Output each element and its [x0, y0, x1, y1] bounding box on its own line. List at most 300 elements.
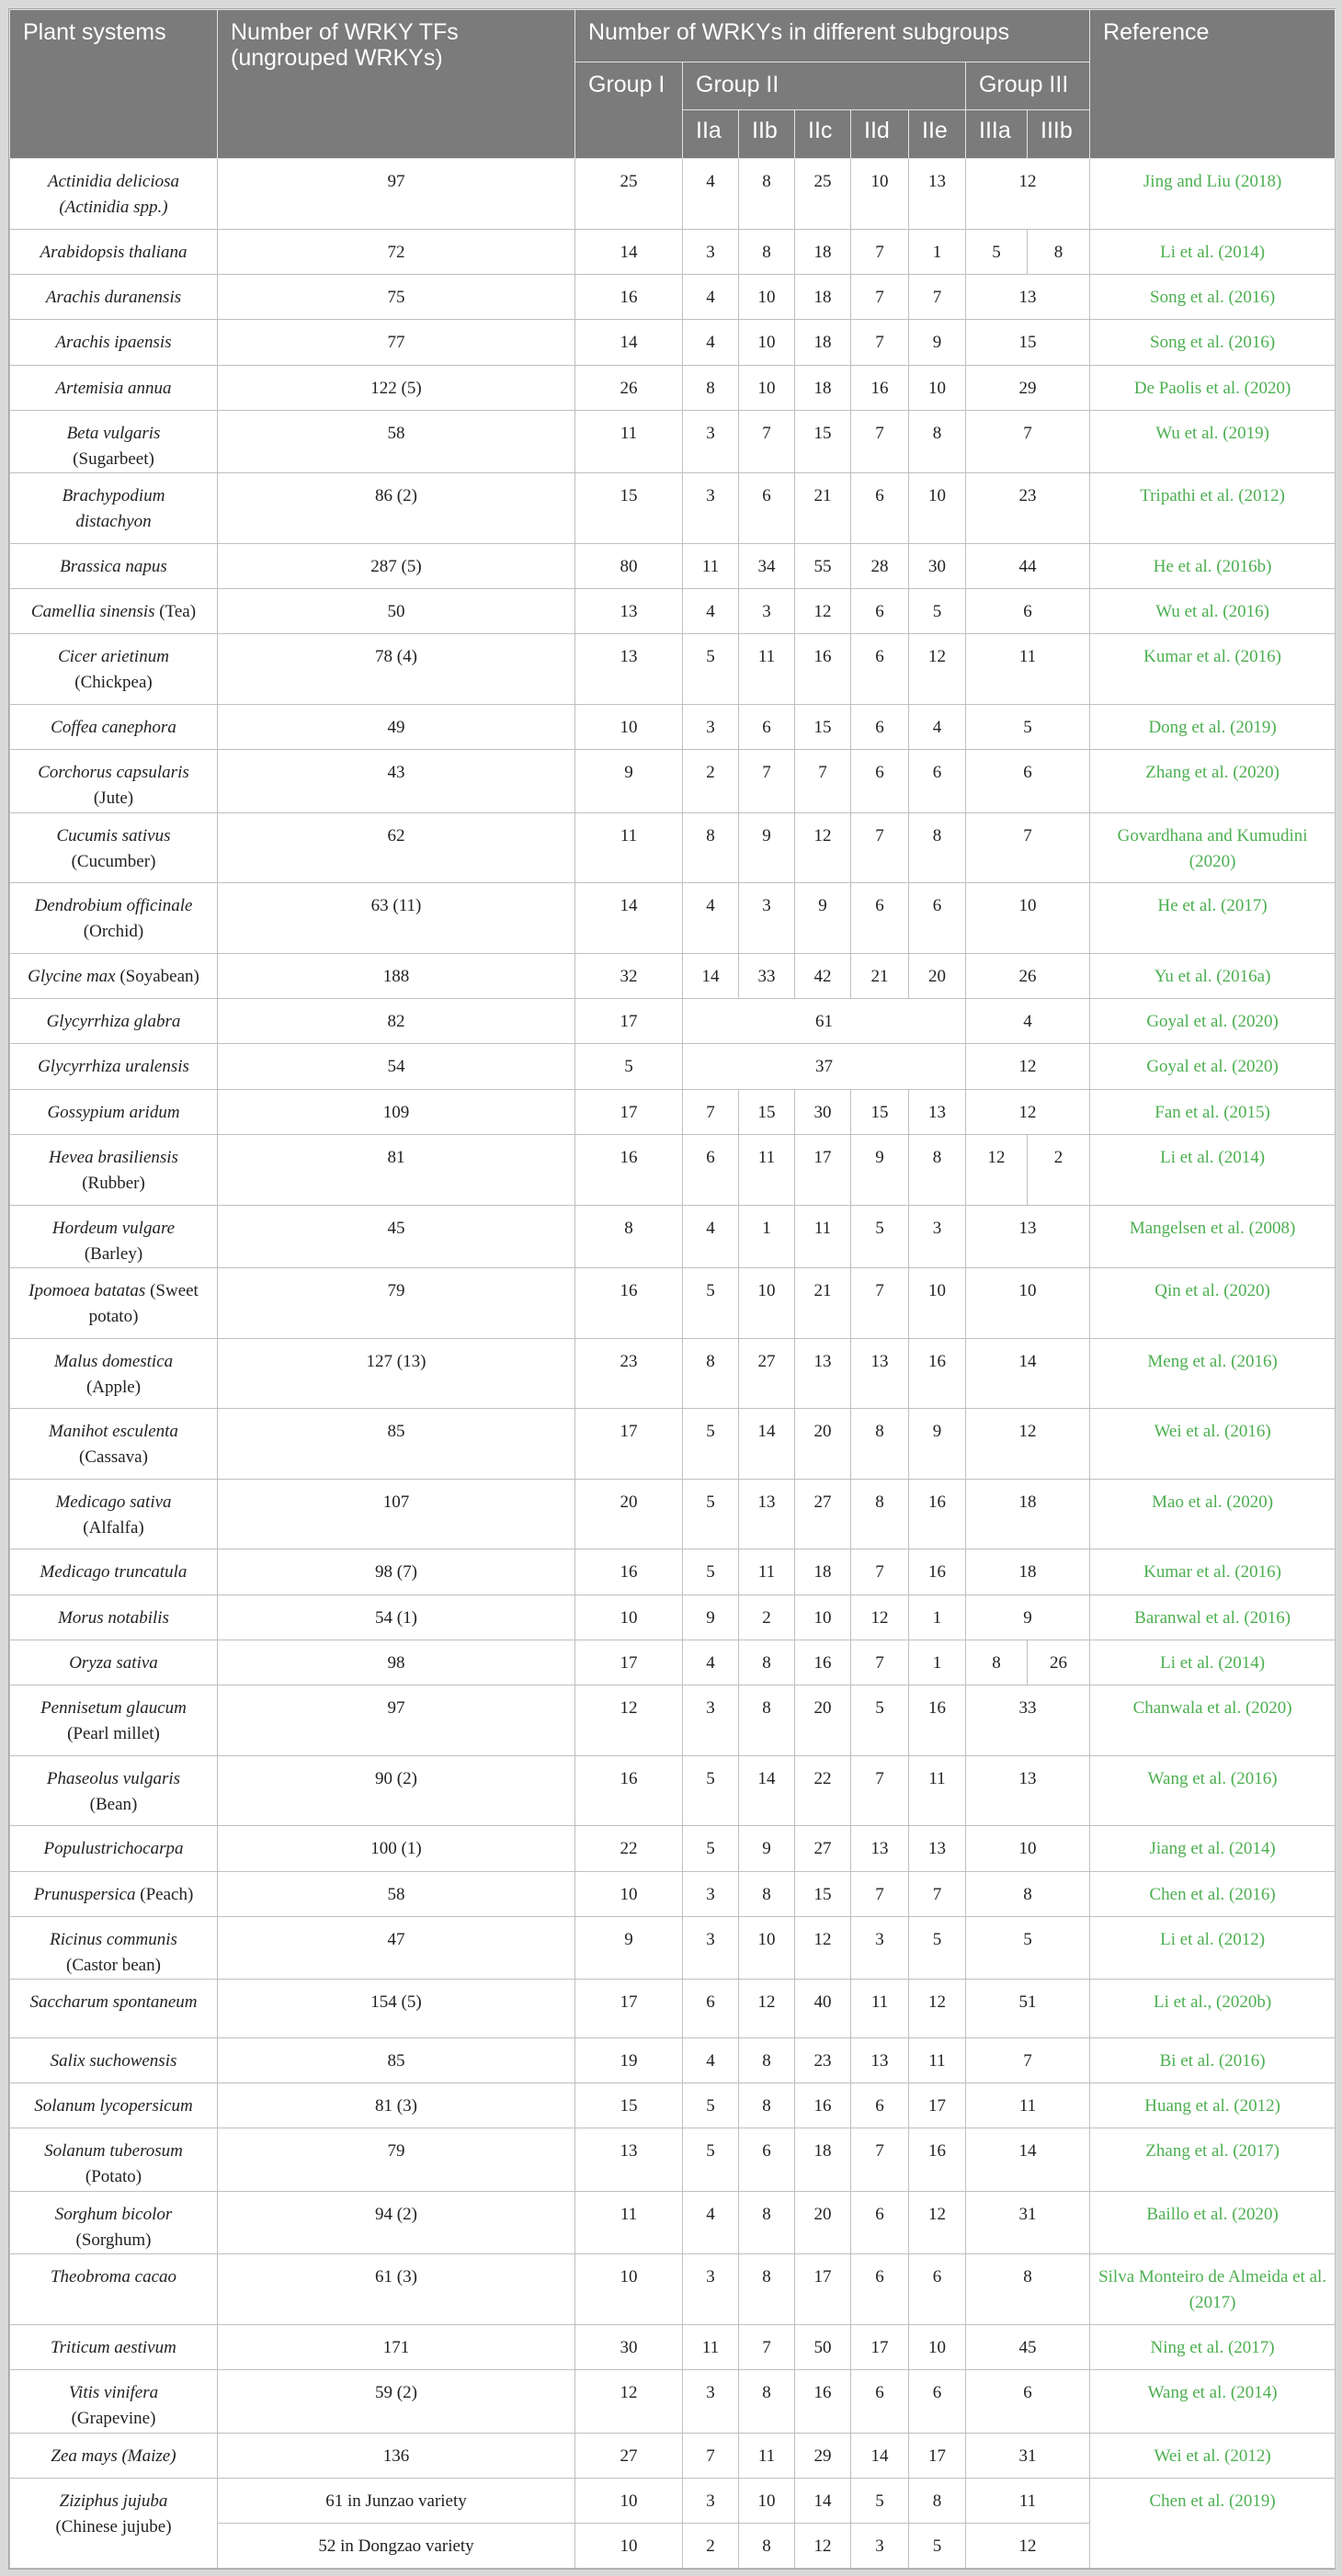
group-1-cell: 13: [575, 589, 683, 634]
subgroup-iid-cell: 5: [851, 1685, 909, 1756]
reference-link: Wei et al. (2016): [1090, 1409, 1336, 1480]
subgroup-iie-cell: 11: [909, 1755, 966, 1826]
total-wrky-cell: 109: [218, 1089, 575, 1134]
total-wrky-cell: 45: [218, 1205, 575, 1267]
total-wrky-cell: 61 in Junzao variety: [218, 2478, 575, 2523]
group-1-cell: 14: [575, 229, 683, 274]
subgroup-iid-cell: 17: [851, 2324, 909, 2369]
reference-link: Zhang et al. (2017): [1090, 2128, 1336, 2191]
group-1-cell: 15: [575, 2083, 683, 2128]
species-name: Ipomoea batatas: [28, 1281, 146, 1301]
plant-name-cell: [10, 812, 218, 883]
subgroup-iid-cell: 6: [851, 473, 909, 544]
subgroup-iie-cell: 8: [909, 1135, 966, 1206]
header-iia: IIa: [683, 110, 739, 159]
table-body: [10, 159, 1336, 2569]
subgroup-iid-cell: 6: [851, 634, 909, 705]
group-3-cell: 10: [966, 883, 1090, 954]
subgroup-iie-cell: 9: [909, 320, 966, 365]
table-row: [10, 1826, 1336, 1871]
plant-name-cell: [10, 1980, 218, 2037]
table-row: [10, 1980, 1336, 2037]
subgroup-iic-cell: 16: [795, 634, 851, 705]
header-number-tfs: Number of WRKY TFs (ungrouped WRKYs): [218, 10, 575, 159]
plant-name-cell: [10, 410, 218, 472]
species-name: distachyon: [75, 512, 152, 532]
subgroup-iib-cell: 8: [739, 2254, 795, 2325]
group-1-cell: 26: [575, 365, 683, 410]
subgroup-iid-cell: 7: [851, 410, 909, 472]
subgroup-iic-cell: 12: [795, 1916, 851, 1979]
table-row: [10, 473, 1336, 544]
total-wrky-cell: 171: [218, 2324, 575, 2369]
group-1-cell: 16: [575, 1755, 683, 1826]
reference-link: Chanwala et al. (2020): [1090, 1685, 1336, 1756]
group-1-cell: 22: [575, 1826, 683, 1871]
group-1-cell: 20: [575, 1479, 683, 1549]
subgroup-iia-cell: 5: [683, 2083, 739, 2128]
common-name: (Tea): [154, 602, 197, 622]
group-1-cell: 14: [575, 883, 683, 954]
plant-name-cell: [10, 159, 218, 230]
header-iiia: IIIa: [966, 110, 1028, 159]
common-name: (Actinidia spp.): [59, 198, 168, 217]
group-3-cell: 12: [966, 1044, 1090, 1089]
subgroup-iib-cell: 11: [739, 1135, 795, 1206]
subgroup-iia-cell: 5: [683, 1549, 739, 1594]
subgroup-iic-cell: 29: [795, 2433, 851, 2478]
total-wrky-cell: 61 (3): [218, 2254, 575, 2325]
subgroup-iic-cell: 23: [795, 2037, 851, 2082]
subgroup-iib-cell: 11: [739, 634, 795, 705]
group-1-cell: 16: [575, 1135, 683, 1206]
group-1-cell: 9: [575, 1916, 683, 1979]
subgroup-iia-cell: 4: [683, 589, 739, 634]
group-3-cell: 5: [966, 1916, 1090, 1979]
subgroup-iib-cell: 3: [739, 883, 795, 954]
group-1-cell: 10: [575, 2524, 683, 2569]
plant-name-cell: [10, 750, 218, 812]
total-wrky-cell: 136: [218, 2433, 575, 2478]
subgroup-iic-cell: 15: [795, 410, 851, 472]
plant-name-cell: [10, 473, 218, 544]
group-3-cell: 33: [966, 1685, 1090, 1756]
group-1-cell: 9: [575, 750, 683, 812]
subgroup-iie-cell: 20: [909, 953, 966, 998]
plant-name-cell: [10, 2191, 218, 2253]
group-1-cell: 10: [575, 1594, 683, 1640]
common-name: (Alfalfa): [83, 1517, 144, 1538]
subgroup-iib-cell: 7: [739, 750, 795, 812]
total-wrky-cell: 54 (1): [218, 1594, 575, 1640]
subgroup-iie-cell: 10: [909, 365, 966, 410]
subgroup-iic-cell: 27: [795, 1479, 851, 1549]
common-name: (Cassava): [79, 1447, 148, 1468]
subgroup-iid-cell: 15: [851, 1089, 909, 1134]
group-3-cell: 12: [966, 2524, 1090, 2569]
group-1-cell: 32: [575, 953, 683, 998]
table-row: [10, 1640, 1336, 1685]
subgroup-iib-cell: 14: [739, 1755, 795, 1826]
plant-name-cell: [10, 704, 218, 749]
total-wrky-cell: 81 (3): [218, 2083, 575, 2128]
species-name: Hordeum vulgare: [51, 1218, 176, 1238]
reference-link: Huang et al. (2012): [1090, 2083, 1336, 2128]
group-1-cell: 10: [575, 2478, 683, 2523]
table-row: [10, 1089, 1336, 1134]
subgroup-iic-cell: 7: [795, 750, 851, 812]
subgroup-iia-cell: 5: [683, 1268, 739, 1339]
plant-name-cell: [10, 2083, 218, 2128]
group-3-cell: 45: [966, 2324, 1090, 2369]
subgroup-iia-cell: 3: [683, 1685, 739, 1756]
total-wrky-cell: 90 (2): [218, 1755, 575, 1826]
plant-name-cell: [10, 320, 218, 365]
subgroup-iib-cell: 10: [739, 2478, 795, 2523]
subgroup-iib-cell: 2: [739, 1594, 795, 1640]
subgroup-iie-cell: 6: [909, 883, 966, 954]
subgroup-iia-cell: 3: [683, 1916, 739, 1979]
reference-link: Li et al. (2014): [1090, 1135, 1336, 1206]
subgroup-iid-cell: 3: [851, 2524, 909, 2569]
table-row: [10, 1135, 1336, 1206]
group-3-cell: 10: [966, 1268, 1090, 1339]
subgroup-iia-cell: 4: [683, 159, 739, 230]
subgroup-iia-cell: 6: [683, 1135, 739, 1206]
plant-name-cell: [10, 634, 218, 705]
reference-link: Wang et al. (2016): [1090, 1755, 1336, 1826]
subgroup-iic-cell: 11: [795, 1205, 851, 1267]
group-1-cell: 15: [575, 473, 683, 544]
plant-name-cell: [10, 1640, 218, 1685]
common-name: (Sugarbeet): [73, 448, 154, 469]
subgroup-iic-cell: 13: [795, 1338, 851, 1409]
reference-link: Li et al. (2014): [1090, 1640, 1336, 1685]
group-1-cell: 5: [575, 1044, 683, 1089]
species-name: Solanum lycopersicum: [34, 2096, 193, 2116]
subgroup-iie-cell: 8: [909, 812, 966, 883]
common-name: (Potato): [85, 2167, 142, 2187]
header-iiib: IIIb: [1028, 110, 1090, 159]
subgroup-iib-cell: 8: [739, 1640, 795, 1685]
plant-name-cell: [10, 1479, 218, 1549]
group-3-cell: 23: [966, 473, 1090, 544]
group-1-cell: 13: [575, 2128, 683, 2191]
species-name: Zea mays (Maize): [51, 2445, 176, 2466]
species-name: Beta vulgaris: [66, 423, 161, 443]
subgroup-iid-cell: 14: [851, 2433, 909, 2478]
subgroup-iie-cell: 13: [909, 1089, 966, 1134]
subgroup-iia-cell: 11: [683, 2324, 739, 2369]
subgroup-iia-cell: 5: [683, 1409, 739, 1480]
table-row: [10, 1044, 1336, 1089]
subgroup-iib-cell: 12: [739, 1980, 795, 2037]
group-3-cell: 4: [966, 999, 1090, 1044]
group-1-cell: 30: [575, 2324, 683, 2369]
species-name: Salix suchowensis: [50, 2050, 177, 2071]
species-name: Actinidia deliciosa: [47, 172, 179, 191]
subgroup-iid-cell: 3: [851, 1916, 909, 1979]
species-name: Pennisetum glaucum: [40, 1698, 187, 1719]
group-1-cell: 11: [575, 812, 683, 883]
group-1-cell: 10: [575, 1871, 683, 1916]
subgroup-iid-cell: 7: [851, 1871, 909, 1916]
subgroup-iie-cell: 12: [909, 1980, 966, 2037]
group-1-cell: 10: [575, 2254, 683, 2325]
subgroup-iib-cell: 1: [739, 1205, 795, 1267]
subgroup-iib-cell: 13: [739, 1479, 795, 1549]
subgroup-iid-cell: 8: [851, 1479, 909, 1549]
table-row: [10, 1755, 1336, 1826]
species-name: Morus notabilis: [58, 1607, 169, 1628]
group-3-cell: 10: [966, 1826, 1090, 1871]
subgroup-iid-cell: 7: [851, 1268, 909, 1339]
subgroup-iiib-cell: 8: [1028, 229, 1090, 274]
group-1-cell: 17: [575, 1640, 683, 1685]
species-name: Gossypium aridum: [47, 1102, 180, 1122]
reference-link: Meng et al. (2016): [1090, 1338, 1336, 1409]
subgroup-iib-cell: 7: [739, 410, 795, 472]
subgroup-iia-cell: 7: [683, 2433, 739, 2478]
plant-name-cell: [10, 1755, 218, 1826]
species-name: Medicago truncatula: [40, 1562, 188, 1583]
total-wrky-cell: 287 (5): [218, 543, 575, 588]
reference-link: Jiang et al. (2014): [1090, 1826, 1336, 1871]
plant-name-cell: [10, 2324, 218, 2369]
subgroup-iie-cell: 5: [909, 589, 966, 634]
subgroup-iic-cell: 18: [795, 229, 851, 274]
subgroup-iic-cell: 20: [795, 1685, 851, 1756]
reference-link: Silva Monteiro de Almeida et al. (2017): [1090, 2254, 1336, 2325]
subgroup-iid-cell: 9: [851, 1135, 909, 1206]
total-wrky-cell: 127 (13): [218, 1338, 575, 1409]
total-wrky-cell: 54: [218, 1044, 575, 1089]
wrky-table: [9, 9, 1336, 2569]
reference-link: Chen et al. (2016): [1090, 1871, 1336, 1916]
group-3-cell: 11: [966, 2083, 1090, 2128]
subgroup-iie-cell: 16: [909, 1479, 966, 1549]
subgroup-iid-cell: 13: [851, 1826, 909, 1871]
subgroup-iic-cell: 15: [795, 1871, 851, 1916]
subgroup-iib-cell: 8: [739, 1871, 795, 1916]
subgroup-iid-cell: 28: [851, 543, 909, 588]
group-1-cell: 17: [575, 1089, 683, 1134]
group-3-cell: 15: [966, 320, 1090, 365]
total-wrky-cell: 52 in Dongzao variety: [218, 2524, 575, 2569]
subgroup-iic-cell: 20: [795, 2191, 851, 2253]
table-row: [10, 543, 1336, 588]
total-wrky-cell: 94 (2): [218, 2191, 575, 2253]
subgroup-iie-cell: 16: [909, 2128, 966, 2191]
table-row: [10, 2128, 1336, 2191]
plant-name-cell: [10, 1916, 218, 1979]
table-row: [10, 365, 1336, 410]
total-wrky-cell: 85: [218, 1409, 575, 1480]
table-row: [10, 634, 1336, 705]
table-row: [10, 589, 1336, 634]
common-name: (Soyabean): [115, 966, 199, 986]
subgroup-iie-cell: 11: [909, 2037, 966, 2082]
subgroup-iia-cell: 3: [683, 704, 739, 749]
group-3-cell: 13: [966, 274, 1090, 319]
species-name: Triticum aestivum: [51, 2337, 176, 2357]
subgroup-iic-cell: 22: [795, 1755, 851, 1826]
common-name: (Orchid): [83, 922, 144, 942]
reference-link: Wu et al. (2016): [1090, 589, 1336, 634]
group-3-cell: 12: [966, 159, 1090, 230]
total-wrky-cell: 188: [218, 953, 575, 998]
total-wrky-cell: 81: [218, 1135, 575, 1206]
subgroup-iia-cell: 11: [683, 543, 739, 588]
subgroup-iib-cell: 10: [739, 1268, 795, 1339]
reference-link: Ning et al. (2017): [1090, 2324, 1336, 2369]
subgroup-iic-cell: 55: [795, 543, 851, 588]
subgroup-iie-cell: 17: [909, 2083, 966, 2128]
reference-link: Song et al. (2016): [1090, 320, 1336, 365]
subgroup-iia-cell: 4: [683, 1640, 739, 1685]
plant-name-cell: [10, 883, 218, 954]
table-row: [10, 1685, 1336, 1756]
subgroup-iia-cell: 14: [683, 953, 739, 998]
species-name: Oryza sativa: [69, 1652, 158, 1673]
subgroup-iie-cell: 13: [909, 159, 966, 230]
plant-name-cell: [10, 1268, 218, 1339]
subgroup-iib-cell: 14: [739, 1409, 795, 1480]
subgroup-iic-cell: 18: [795, 320, 851, 365]
subgroup-iid-cell: 6: [851, 883, 909, 954]
common-name: (Grapevine): [71, 2409, 156, 2429]
group-3-cell: 6: [966, 2370, 1090, 2433]
group-3-cell: 26: [966, 953, 1090, 998]
reference-link: Kumar et al. (2016): [1090, 634, 1336, 705]
group-3-cell: 8: [966, 2254, 1090, 2325]
common-name: (Castor bean): [66, 1955, 161, 1975]
reference-link: Yu et al. (2016a): [1090, 953, 1336, 998]
species-name: Theobroma cacao: [50, 2267, 177, 2287]
subgroup-iia-cell: 5: [683, 1479, 739, 1549]
plant-name-cell: [10, 1135, 218, 1206]
subgroup-iid-cell: 13: [851, 2037, 909, 2082]
plant-name-cell: [10, 999, 218, 1044]
reference-link: Fan et al. (2015): [1090, 1089, 1336, 1134]
species-name: Medicago sativa: [55, 1492, 172, 1512]
subgroup-iie-cell: 9: [909, 1409, 966, 1480]
species-name: Coffea canephora: [51, 717, 176, 737]
total-wrky-cell: 97: [218, 1685, 575, 1756]
total-wrky-cell: 122 (5): [218, 365, 575, 410]
subgroup-iic-cell: 21: [795, 473, 851, 544]
subgroup-iic-cell: 18: [795, 1549, 851, 1594]
subgroup-iia-cell: 4: [683, 320, 739, 365]
species-name: Camellia sinensis: [30, 602, 155, 622]
subgroup-iib-cell: 8: [739, 2370, 795, 2433]
subgroup-iid-cell: 6: [851, 2370, 909, 2433]
table-row: [10, 2478, 1336, 2523]
group-3-cell: 14: [966, 1338, 1090, 1409]
plant-name-cell: [10, 1205, 218, 1267]
group-3-cell: 7: [966, 2037, 1090, 2082]
subgroup-iia-cell: 6: [683, 1980, 739, 2037]
subgroup-iia-cell: 5: [683, 2128, 739, 2191]
table-row: [10, 2254, 1336, 2325]
subgroup-iid-cell: 11: [851, 1980, 909, 2037]
subgroup-iia-cell: 4: [683, 274, 739, 319]
species-name: Sorghum bicolor: [54, 2204, 173, 2224]
subgroup-iia-cell: 9: [683, 1594, 739, 1640]
group-1-cell: 25: [575, 159, 683, 230]
common-name: (Chickpea): [74, 673, 153, 693]
table-row: [10, 704, 1336, 749]
species-name: Prunuspersica: [33, 1884, 136, 1904]
table-row: [10, 1916, 1336, 1979]
subgroup-iie-cell: 6: [909, 2254, 966, 2325]
subgroup-iid-cell: 7: [851, 1640, 909, 1685]
group-3-cell: 18: [966, 1549, 1090, 1594]
table-row: [10, 1479, 1336, 1549]
subgroup-iic-cell: 10: [795, 1594, 851, 1640]
plant-name-cell: [10, 1685, 218, 1756]
subgroup-iie-cell: 30: [909, 543, 966, 588]
header-group-3: Group III: [966, 62, 1090, 110]
group-1-cell: 8: [575, 1205, 683, 1267]
reference-link: Dong et al. (2019): [1090, 704, 1336, 749]
subgroup-iie-cell: 7: [909, 1871, 966, 1916]
reference-link: Baillo et al. (2020): [1090, 2191, 1336, 2253]
group-3-cell: 7: [966, 410, 1090, 472]
total-wrky-cell: 62: [218, 812, 575, 883]
reference-link: De Paolis et al. (2020): [1090, 365, 1336, 410]
subgroup-iid-cell: 7: [851, 1549, 909, 1594]
table-row: [10, 2370, 1336, 2433]
subgroup-iic-cell: 17: [795, 1135, 851, 1206]
subgroup-iid-cell: 12: [851, 1594, 909, 1640]
table-row: [10, 750, 1336, 812]
table-row: [10, 1268, 1336, 1339]
total-wrky-cell: 58: [218, 410, 575, 472]
subgroup-iie-cell: 5: [909, 2524, 966, 2569]
subgroup-iib-cell: 8: [739, 159, 795, 230]
table-row: [10, 2037, 1336, 2082]
subgroup-iid-cell: 10: [851, 159, 909, 230]
subgroup-iie-cell: 12: [909, 2191, 966, 2253]
group-1-cell: 80: [575, 543, 683, 588]
reference-link: Govardhana and Kumudini (2020): [1090, 812, 1336, 883]
table-frame: [8, 8, 1336, 2570]
header-iid: IId: [851, 110, 909, 159]
subgroup-iib-cell: 8: [739, 2037, 795, 2082]
total-wrky-cell: 82: [218, 999, 575, 1044]
subgroup-iid-cell: 16: [851, 365, 909, 410]
subgroup-iic-cell: 18: [795, 2128, 851, 2191]
total-wrky-cell: 59 (2): [218, 2370, 575, 2433]
species-name: Vitis vinifera: [68, 2383, 159, 2403]
table-row: [10, 320, 1336, 365]
subgroup-iiib-cell: 2: [1028, 1135, 1090, 1206]
group-3-cell: 12: [966, 1409, 1090, 1480]
species-name: Hevea brasiliensis: [49, 1148, 178, 1168]
subgroup-iib-cell: 11: [739, 2433, 795, 2478]
subgroup-iic-cell: 25: [795, 159, 851, 230]
plant-name-cell: [10, 1871, 218, 1916]
total-wrky-cell: 77: [218, 320, 575, 365]
subgroup-iie-cell: 16: [909, 1549, 966, 1594]
plant-name-cell: [10, 953, 218, 998]
species-name: Arachis ipaensis: [55, 333, 172, 353]
species-name: Arabidopsis thaliana: [40, 242, 188, 262]
table-row: [10, 1594, 1336, 1640]
common-name: (Cucumber): [71, 851, 156, 871]
reference-link: Goyal et al. (2020): [1090, 999, 1336, 1044]
